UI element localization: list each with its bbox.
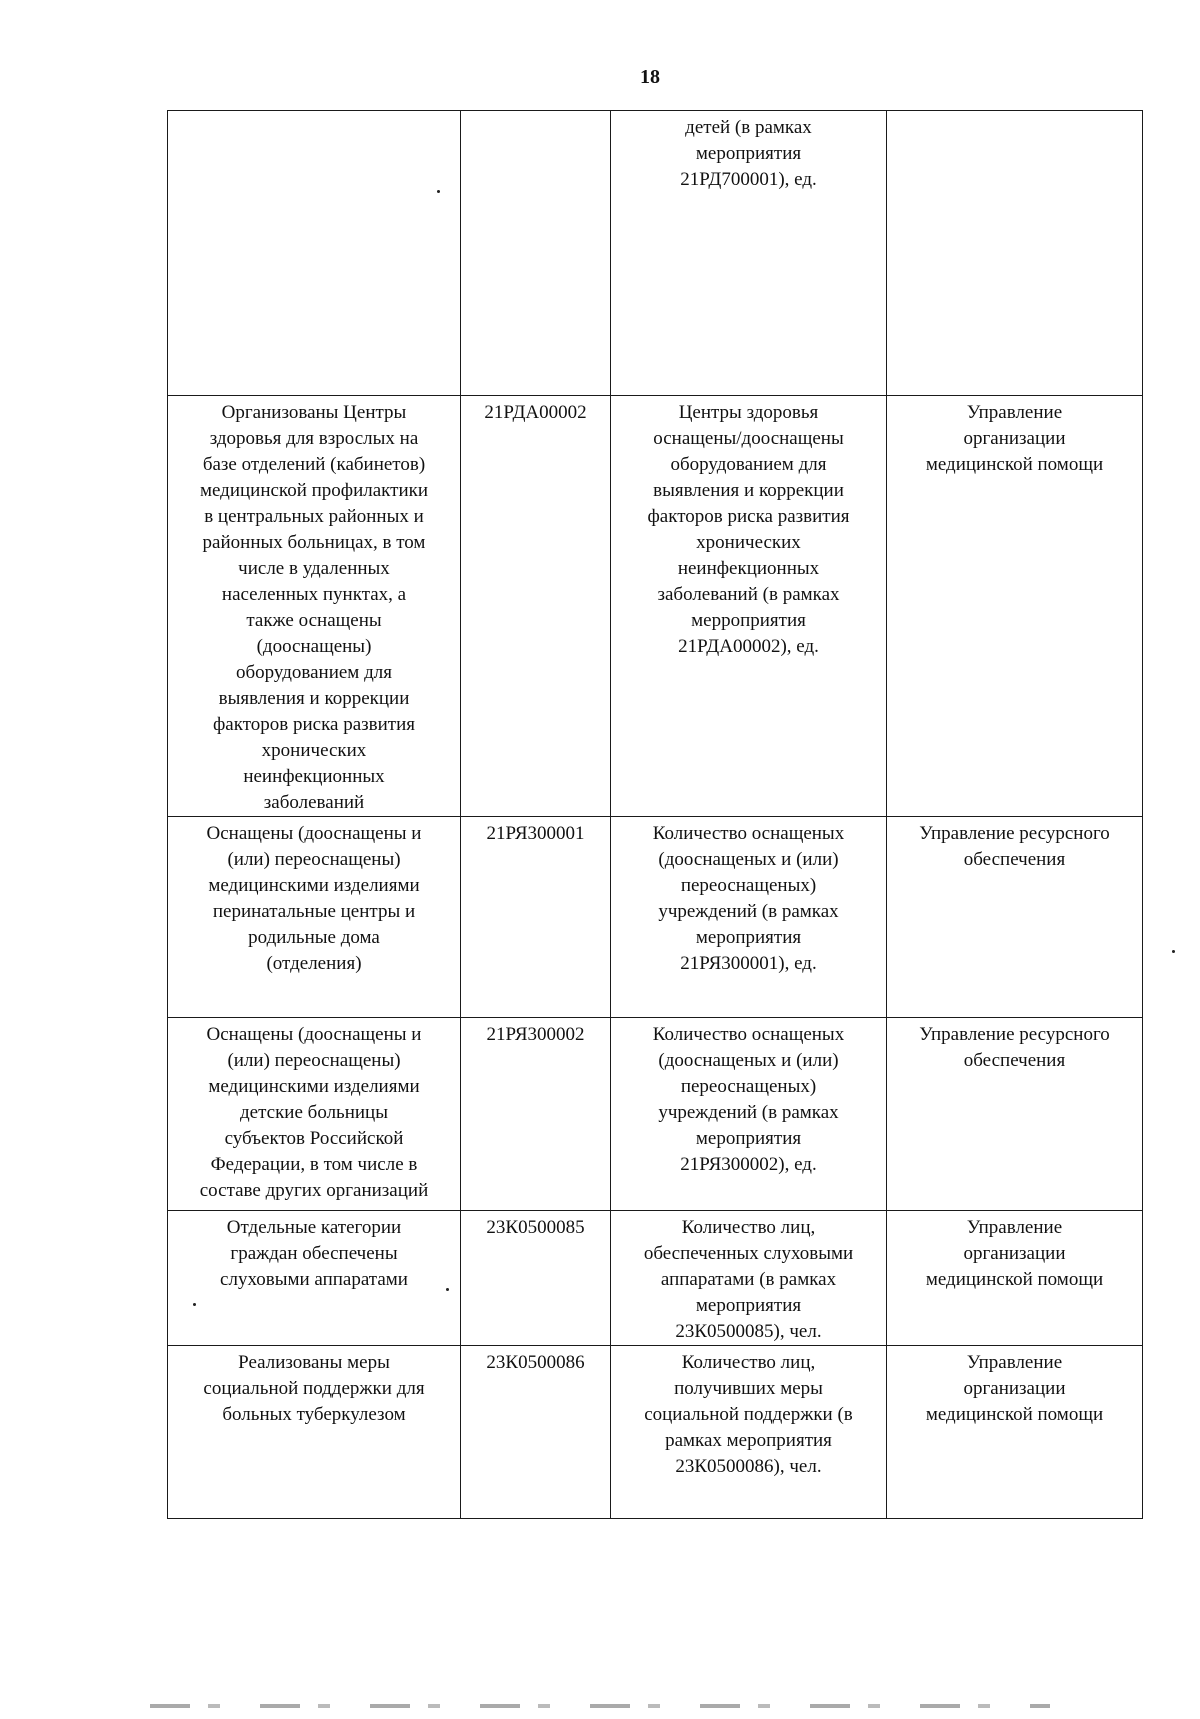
scan-speck bbox=[193, 1303, 196, 1306]
responsible-cell: Управление организации медицинской помощи bbox=[887, 396, 1143, 817]
indicator-cell: детей (в рамках мероприятия 21РД700001), ед. bbox=[611, 111, 887, 396]
scan-speck bbox=[437, 190, 440, 193]
measures-table bbox=[167, 110, 1143, 1519]
result-cell: Организованы Центры здоровья для взрослых на базе отделений (кабинетов) медицинской профилактики в центральных районных и районных больницах, в том числе в удаленных населенных пунктах, а также оснащены (дооснащены) оборудованием для выявления и коррекции факторов риска развития хронических неинфекционных заболеваний bbox=[168, 396, 461, 817]
table-row bbox=[168, 817, 1143, 1018]
scan-speck bbox=[446, 1288, 449, 1291]
table-row bbox=[168, 396, 1143, 817]
code-cell bbox=[461, 111, 611, 396]
result-cell: Оснащены (дооснащены и (или) переоснащены) медицинскими изделиями детские больницы субъектов Российской Федерации, в том числе в составе других организаций bbox=[168, 1018, 461, 1211]
code-cell: 21РЯ300002 bbox=[461, 1018, 611, 1211]
scan-speck bbox=[1172, 950, 1175, 953]
table-row bbox=[168, 111, 1143, 396]
code-cell: 23К0500085 bbox=[461, 1211, 611, 1346]
indicator-cell: Центры здоровья оснащены/дооснащены оборудованием для выявления и коррекции факторов риска развития хронических неинфекционных заболеваний (в рамках мерроприятия 21РДА00002), ед. bbox=[611, 396, 887, 817]
indicator-cell: Количество лиц, получивших меры социальной поддержки (в рамках мероприятия 23К0500086), чел. bbox=[611, 1346, 887, 1519]
table-row bbox=[168, 1211, 1143, 1346]
code-cell: 23К0500086 bbox=[461, 1346, 611, 1519]
code-cell: 21РЯ300001 bbox=[461, 817, 611, 1018]
code-cell: 21РДА00002 bbox=[461, 396, 611, 817]
indicator-cell: Количество оснащеных (дооснащеных и (или) переоснащеных) учреждений (в рамках мероприятия 21РЯ300002), ед. bbox=[611, 1018, 887, 1211]
result-cell: Оснащены (дооснащены и (или) переоснащены) медицинскими изделиями перинатальные центры и родильные дома (отделения) bbox=[168, 817, 461, 1018]
table-row bbox=[168, 1346, 1143, 1519]
responsible-cell bbox=[887, 111, 1143, 396]
responsible-cell: Управление ресурсного обеспечения bbox=[887, 817, 1143, 1018]
result-cell: Отдельные категории граждан обеспечены слуховыми аппаратами bbox=[168, 1211, 461, 1346]
responsible-cell: Управление организации медицинской помощи bbox=[887, 1211, 1143, 1346]
indicator-cell: Количество оснащеных (дооснащеных и (или) переоснащеных) учреждений (в рамках мероприятия 21РЯ300001), ед. bbox=[611, 817, 887, 1018]
indicator-cell: Количество лиц, обеспеченных слуховыми аппаратами (в рамках мероприятия 23К0500085), чел. bbox=[611, 1211, 887, 1346]
result-cell: Реализованы меры социальной поддержки для больных туберкулезом bbox=[168, 1346, 461, 1519]
scan-edge-noise bbox=[150, 1704, 1050, 1708]
table-row bbox=[168, 1018, 1143, 1211]
responsible-cell: Управление ресурсного обеспечения bbox=[887, 1018, 1143, 1211]
result-cell bbox=[168, 111, 461, 396]
responsible-cell: Управление организации медицинской помощи bbox=[887, 1346, 1143, 1519]
page-number: 18 bbox=[640, 66, 660, 88]
